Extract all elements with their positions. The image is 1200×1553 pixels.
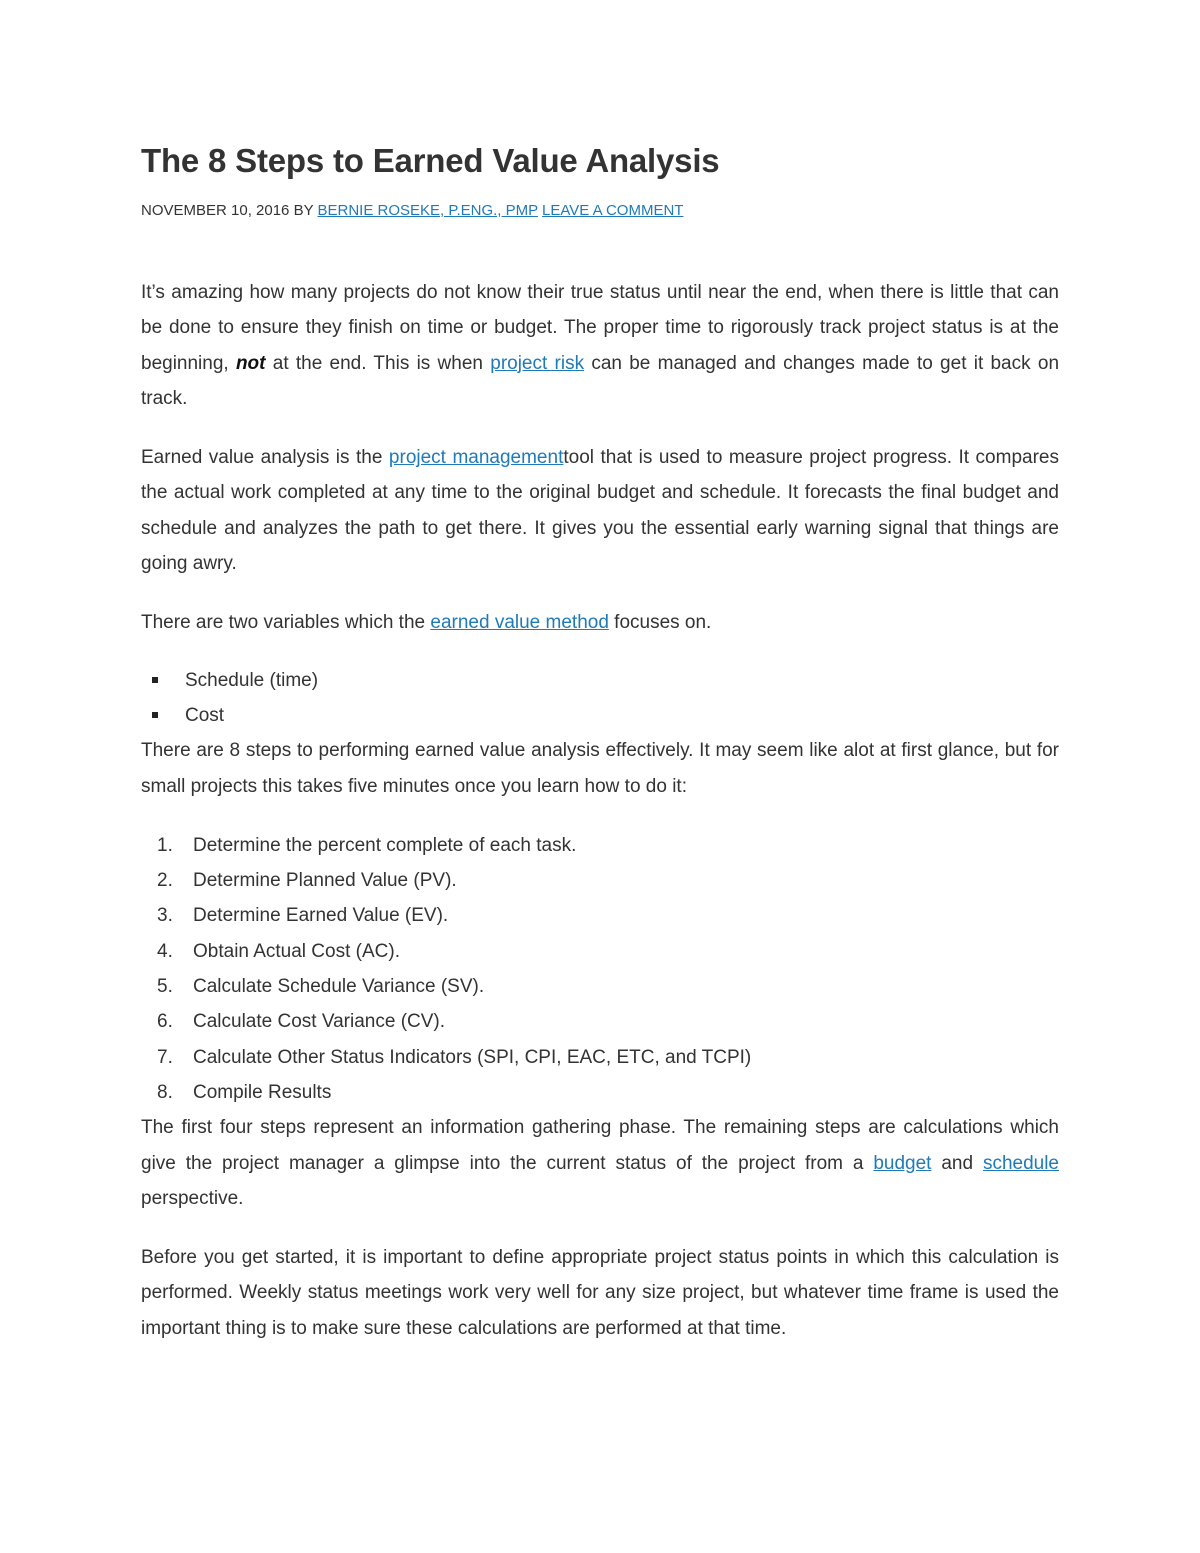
step-number: 7. [157, 1046, 173, 1068]
project-management-link[interactable]: project management [388, 447, 564, 469]
step-text: Calculate Schedule Variance (SV). [193, 976, 485, 998]
intro-text-b: at the end. This is when [265, 352, 491, 374]
phases-text-b: and [931, 1152, 983, 1174]
step-number: 8. [157, 1081, 173, 1103]
list-item-text: Cost [185, 704, 225, 726]
intro-paragraph [141, 275, 1059, 416]
status-points-paragraph: Before you get started, it is important to define appropriate project status points in which this calculation is performed. Weekly status meetings work very well for any size project, but whatever time frame is used the important thing is to make sure these calculations are performed at that time. [141, 1247, 1059, 1339]
project-risk-link[interactable]: project risk [490, 352, 585, 374]
emphasis-not: not [235, 352, 266, 374]
author-link[interactable]: BERNIE ROSEKE, P.ENG., PMP [317, 202, 538, 219]
step-number: 3. [157, 905, 173, 927]
intro-text-a: It’s amazing how many projects do not know their true status until near the end, when there is little that can be done to ensure they finish on time or budget. The proper time to rigorously track project status is at the beginning, [141, 282, 1059, 374]
step-text: Determine the percent complete of each task. [193, 834, 577, 856]
byline-by: BY [293, 202, 314, 219]
list-item [141, 969, 1059, 1004]
list-item [141, 663, 1059, 698]
definition-text-a: Earned value analysis is the [141, 447, 389, 469]
step-number: 5. [157, 976, 173, 998]
list-item [141, 1040, 1059, 1075]
step-number: 1. [157, 834, 173, 856]
step-text: Determine Planned Value (PV). [193, 870, 457, 892]
step-text: Calculate Other Status Indicators (SPI, CPI, EAC, ETC, and TCPI) [193, 1046, 752, 1068]
step-text: Obtain Actual Cost (AC). [193, 940, 400, 962]
post-date: NOVEMBER 10, 2016 [141, 202, 290, 219]
step-text: Calculate Cost Variance (CV). [193, 1011, 446, 1033]
steps-intro-paragraph: There are 8 steps to performing earned value analysis effectively. It may seem like alot at first glance, but for small projects this takes five minutes once you learn how to do it: [141, 740, 1059, 797]
step-number: 6. [157, 1011, 173, 1033]
steps-list [141, 828, 1059, 1110]
step-text: Compile Results [193, 1081, 332, 1103]
variables-intro-paragraph [141, 605, 1059, 640]
square-bullet-icon [152, 712, 158, 718]
definition-text-b: tool that is used to measure project progress. It compares the actual work completed at any time to the original budget and schedule. It forecasts the final budget and schedule and analyzes the path to get there. It gives you the essential early warning signal that things are going awry. [141, 447, 1059, 575]
schedule-link[interactable]: schedule [982, 1152, 1059, 1174]
phases-paragraph [141, 1110, 1059, 1216]
article-title: The 8 Steps to Earned Value Analysis [141, 142, 720, 179]
leave-comment-link[interactable]: LEAVE A COMMENT [542, 202, 684, 219]
variables-text-b: focuses on. [608, 612, 712, 634]
budget-link[interactable]: budget [873, 1152, 932, 1174]
intro-text-c: can be managed and changes made to get it back on track. [141, 352, 1060, 409]
list-item [141, 863, 1059, 898]
list-item [141, 898, 1059, 933]
step-number: 2. [157, 870, 173, 892]
list-item [141, 1004, 1059, 1039]
list-item [141, 698, 1059, 733]
phases-text-c: perspective. [141, 1187, 244, 1209]
step-text: Determine Earned Value (EV). [193, 905, 449, 927]
definition-paragraph [141, 440, 1059, 581]
variables-list [141, 663, 1059, 734]
square-bullet-icon [152, 677, 158, 683]
list-item [141, 1075, 1059, 1110]
earned-value-method-link[interactable]: earned value method [430, 612, 609, 634]
variables-text-a: There are two variables which the [141, 612, 431, 634]
phases-text-a: The first four steps represent an information gathering phase. The remaining steps are calculations which give the project manager a glimpse into the current status of the project from a [141, 1117, 1059, 1174]
step-number: 4. [157, 940, 173, 962]
list-item [141, 828, 1059, 863]
article-meta [141, 200, 1059, 222]
list-item-text: Schedule (time) [185, 669, 319, 691]
article [141, 140, 1059, 1346]
list-item [141, 934, 1059, 969]
